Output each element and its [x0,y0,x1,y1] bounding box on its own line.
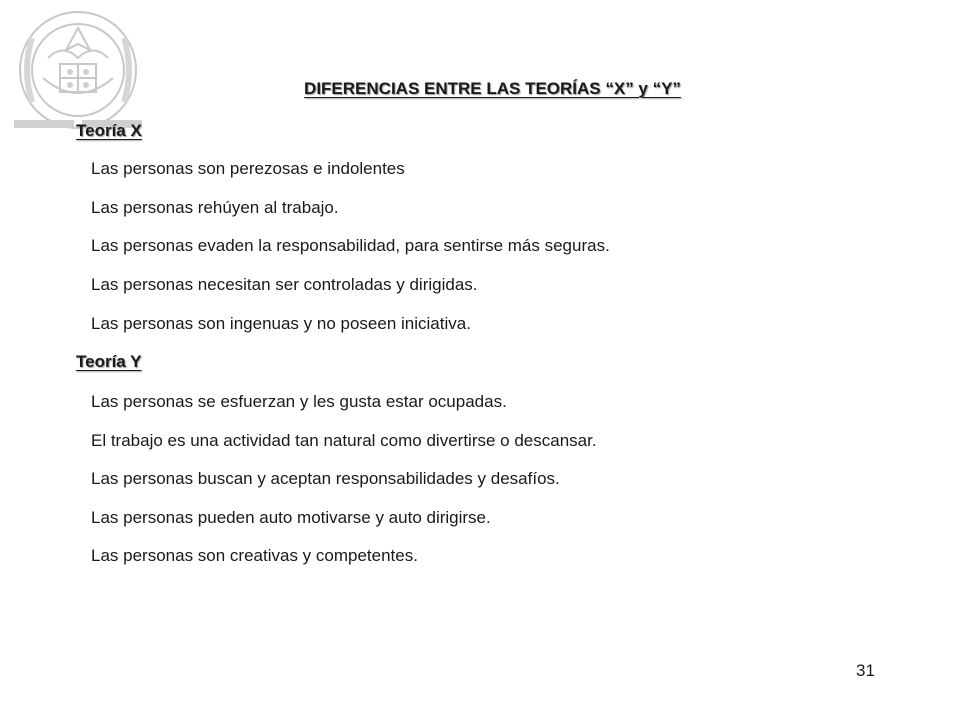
theory-x-item: Las personas son perezosas e indolentes [91,159,405,178]
slide-title: DIFERENCIAS ENTRE LAS TEORÍAS “X” y “Y” [304,79,681,98]
theory-x-item: Las personas necesitan ser controladas y dirigidas. [91,275,478,294]
theory-y-item: Las personas se esfuerzan y les gusta estar ocupadas. [91,392,507,411]
theory-x-heading: Teoría X [76,121,142,140]
theory-y-item: Las personas buscan y aceptan responsabilidades y desafíos. [91,469,560,488]
theory-x-item: Las personas evaden la responsabilidad, para sentirse más seguras. [91,236,610,255]
page-number: 31 [856,661,875,680]
theory-y-heading: Teoría Y [76,352,142,371]
theory-x-item: Las personas rehúyen al trabajo. [91,198,339,217]
theory-x-item: Las personas son ingenuas y no poseen iniciativa. [91,314,471,333]
university-seal-watermark-icon [8,8,148,132]
theory-y-item: Las personas son creativas y competentes. [91,546,418,565]
theory-y-item: Las personas pueden auto motivarse y auto dirigirse. [91,508,491,527]
theory-y-item: El trabajo es una actividad tan natural como divertirse o descansar. [91,431,597,450]
